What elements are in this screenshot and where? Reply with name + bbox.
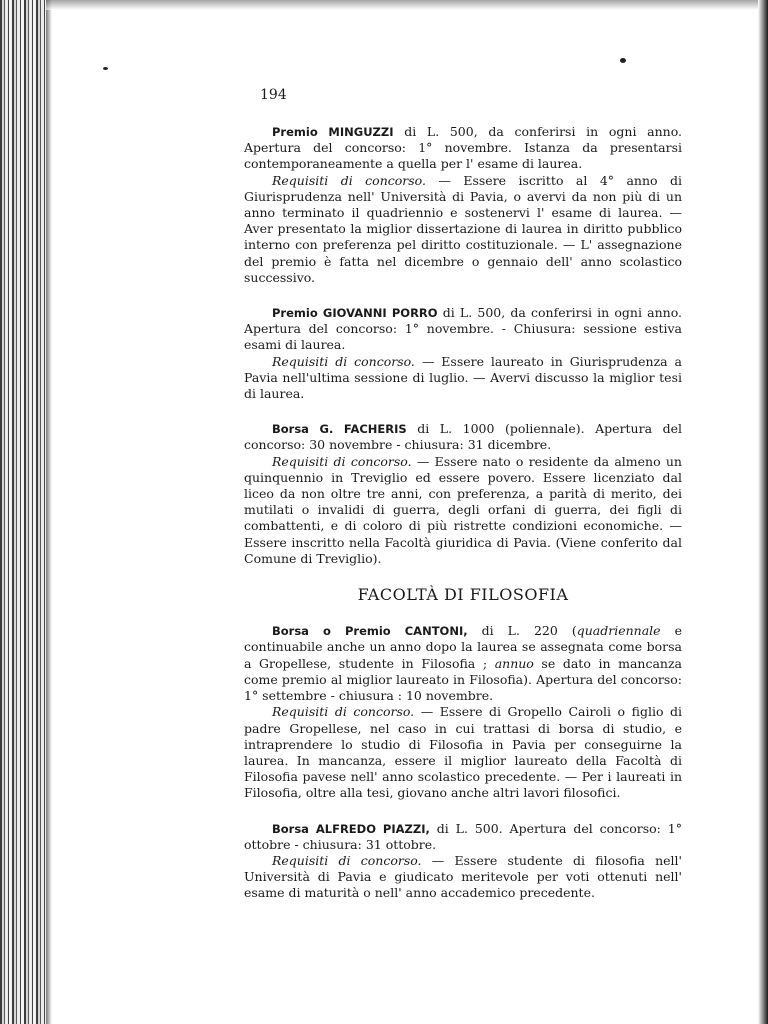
requirements-text: — Essere laureato in Giurisprudenza a Pavia nell'ultima sessione di luglio. — Avervi discusso la miglior tesi di laurea. — [244, 353, 683, 402]
requirements-label: Requisiti di concorso. — [272, 453, 412, 469]
entry-requirements — [244, 704, 682, 801]
entry-name: CANTONI, — [404, 624, 468, 639]
entry-intro-emphasis: annuo — [494, 655, 534, 671]
right-edge-shadow — [758, 0, 768, 1024]
entry-requirements — [244, 173, 682, 286]
page-body — [244, 124, 682, 921]
gutter-shadow — [46, 0, 52, 1024]
entry-piazzi — [244, 821, 682, 902]
entry-intro: di L. 1000 (poliennale). Apertura del concorso: 30 novembre - chiusura: 31 dicembre. — [244, 421, 682, 453]
entry-intro: di L. 500. Apertura del concorso: 1° ottobre - chiusura: 31 ottobre. — [244, 820, 682, 852]
entry-minguzzi — [244, 124, 682, 286]
page-number: 194 — [260, 87, 287, 103]
entry-intro-part: di L. 220 ( — [481, 623, 577, 639]
entry-requirements — [244, 454, 682, 567]
requirements-label: Requisiti di concorso. — [272, 852, 422, 868]
requirements-text: — Essere studente di filosofia nell' Università di Pavia e giudicato meritevole per voti ottenuti nell' esame di maturità o nell' anno accademico precedente. — [244, 852, 682, 901]
entry-paragraph — [244, 821, 682, 853]
entry-name: GIOVANNI PORRO — [322, 306, 438, 321]
requirements-text: — Essere iscritto al 4° anno di Giurisprudenza nell' Università di Pavia, o avervi da non più di un anno terminato il quadriennio e sostenervi l' esame di laurea. — Aver presentato la miglior dissertazione di laurea in diritto pubblico interno con preferenza pel diritto costituzionale. — L' assegnazione del premio è fatta nel dicembre o gennaio dell' anno scolastico successivo. — [244, 172, 682, 285]
entry-name: MINGUZZI — [328, 125, 394, 139]
book-spine-shadow — [0, 0, 46, 1024]
entry-facheris — [244, 421, 682, 567]
entry-intro-part: se dato in mancanza come premio al miglior laureato in Filosofia). Apertura del concorso: 1° settembre - chiusura : 10 novembre. — [244, 655, 683, 704]
top-edge-shadow — [46, 0, 768, 10]
entry-lead: Borsa o Premio — [272, 624, 391, 639]
entry-intro: di L. 500, da conferirsi in ogni anno. Apertura del concorso: 1° novembre. Istanza da presentarsi contemporaneamente a quella per l' esame di laurea. — [244, 124, 682, 172]
ink-speck — [103, 67, 108, 70]
requirements-label: Requisiti di concorso. — [272, 704, 415, 720]
entry-paragraph — [244, 124, 682, 173]
ink-speck — [620, 58, 626, 63]
entry-paragraph — [244, 623, 682, 704]
entry-giovanni-porro — [244, 305, 682, 402]
entry-lead: Borsa — [272, 422, 309, 437]
entry-requirements — [244, 853, 682, 902]
entry-intro-emphasis: quadriennale — [576, 623, 661, 639]
entry-intro: di L. 500, da conferirsi in ogni anno. Apertura del concorso: 1° novembre. - Chiusura: sessione estiva esami di laurea. — [244, 305, 682, 353]
entry-lead: Borsa — [272, 821, 309, 836]
entry-lead: Premio — [272, 125, 318, 139]
requirements-label: Requisiti di concorso. — [272, 353, 415, 369]
requirements-text: — Essere di Gropello Cairoli o figlio di padre Gropellese, nel caso in cui trattasi di borsa di studio, e intraprendere lo studio di Filosofia in Pavia per conseguirne la laurea. In mancanza, essere il miglior laureato della Facoltà di Filosofia pavese nell' anno scolastico precedente. — Per i laureati in Filosofia, oltre alla tesi, giovano anche altri lavori filosofici. — [244, 704, 683, 801]
section-heading: FACOLTÀ DI FILOSOFIA — [357, 585, 569, 605]
requirements-text: — Essere nato o residente da almeno un quinquennio in Treviglio ed essere povero. Essere licenziato dal liceo da non oltre tre anni, con preferenza, a parità di merito, dei mutilati o invalidi di guerra, degli orfani di guerra, dei figli di combattenti, e di coloro di più ristrette condizioni economiche. — Essere inscritto nella Facoltà giuridica di Pavia. (Viene conferito dal Comune di Treviglio). — [244, 453, 682, 566]
requirements-label: Requisiti di concorso. — [272, 172, 426, 188]
entry-name: G. FACHERIS — [319, 422, 407, 437]
entry-cantoni — [244, 623, 682, 801]
entry-paragraph — [244, 421, 682, 453]
entry-requirements — [244, 354, 682, 403]
entry-name: ALFREDO PIAZZI, — [315, 821, 430, 836]
entry-intro-part: e continuabile anche un anno dopo la laurea se assegnata come borsa a Gropellese, studente in Filosofia ; — [244, 623, 682, 671]
entry-lead: Premio — [272, 306, 318, 321]
entry-paragraph — [244, 305, 682, 354]
